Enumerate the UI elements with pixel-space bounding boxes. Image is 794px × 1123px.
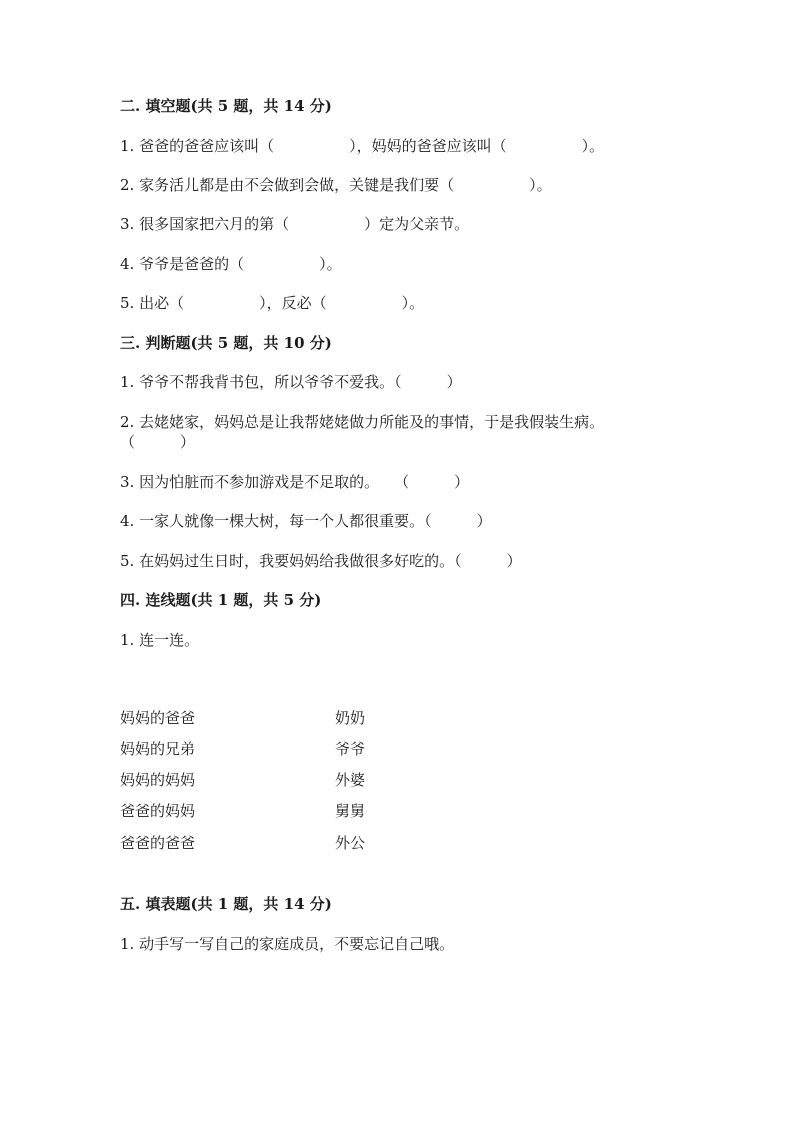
match-right-item: 外公: [335, 834, 366, 852]
match-right-item: 外婆: [335, 771, 366, 789]
match-left-item: 妈妈的妈妈: [120, 771, 196, 789]
match-right-item: 舅舅: [335, 802, 366, 820]
section-heading-matching: 四. 连线题(共 1 题，共 5 分): [120, 591, 322, 609]
match-left-item: 爸爸的爸爸: [120, 834, 196, 852]
match-left-item: 妈妈的爸爸: [120, 709, 196, 727]
question: 5. 在妈妈过生日时，我要妈妈给我做很多好吃的。（ ）: [120, 552, 522, 570]
question: 1. 连一连。: [120, 631, 200, 649]
question: 1. 爷爷不帮我背书包，所以爷爷不爱我。（ ）: [120, 373, 462, 391]
question: 4. 爷爷是爸爸的（ ）。: [120, 255, 342, 273]
question: 1. 爸爸的爸爸应该叫（ ），妈妈的爸爸应该叫（ ）。: [120, 137, 605, 155]
question: 4. 一家人就像一棵大树，每一个人都很重要。（ ）: [120, 512, 492, 530]
section-heading-fill-blank: 二. 填空题(共 5 题，共 14 分): [120, 97, 332, 115]
question: 2. 去姥姥家，妈妈总是让我帮姥姥做力所能及的事情，于是我假装生病。: [120, 413, 605, 431]
answer-blank: （ ）: [120, 433, 196, 451]
question: 1. 动手写一写自己的家庭成员，不要忘记自己哦。: [120, 935, 455, 953]
question: 5. 出必（ ），反必（ ）。: [120, 294, 425, 312]
match-right-item: 爷爷: [335, 740, 366, 758]
match-left-item: 妈妈的兄弟: [120, 740, 196, 758]
question: 3. 很多国家把六月的第（ ）定为父亲节。: [120, 215, 470, 233]
match-left-item: 爸爸的妈妈: [120, 802, 196, 820]
question: 2. 家务活儿都是由不会做到会做，关键是我们要（ ）。: [120, 176, 552, 194]
question: 3. 因为怕脏而不参加游戏是不足取的。 （ ）: [120, 473, 470, 491]
section-heading-table: 五. 填表题(共 1 题，共 14 分): [120, 895, 332, 913]
match-right-item: 奶奶: [335, 709, 366, 727]
section-heading-judgement: 三. 判断题(共 5 题，共 10 分): [120, 334, 332, 352]
